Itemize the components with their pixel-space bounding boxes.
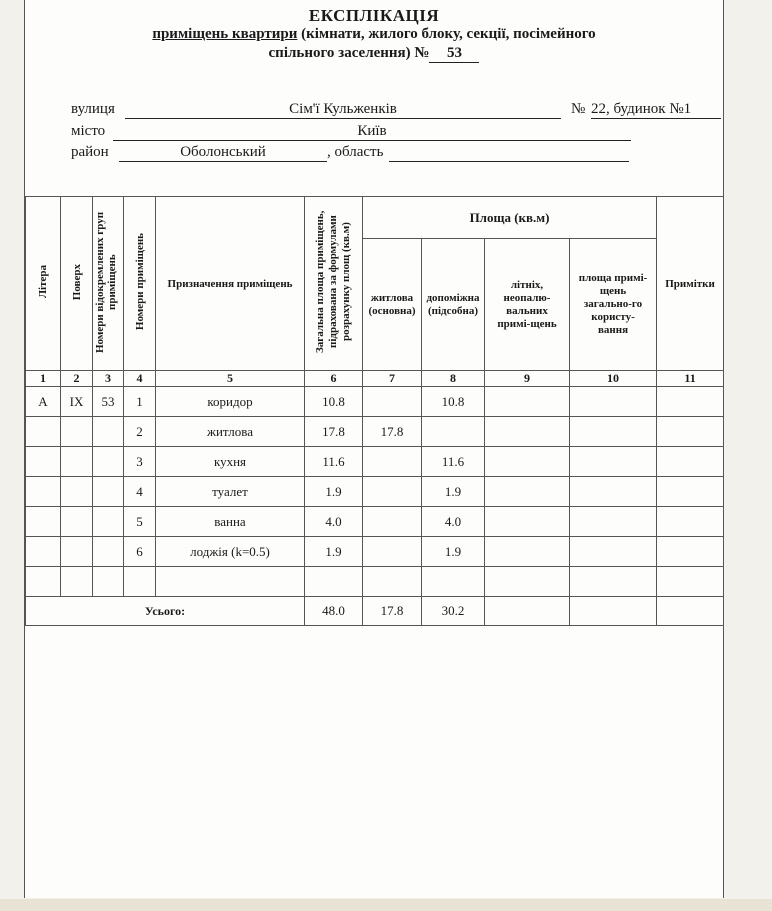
- common-area-cell: [570, 447, 657, 477]
- summer-area-cell: [485, 507, 570, 537]
- aux-area-cell: [422, 417, 485, 447]
- document-subtitle-line2: [25, 45, 723, 63]
- living-area-cell: [363, 387, 422, 417]
- common-area-cell: [570, 477, 657, 507]
- litera-cell: [26, 507, 61, 537]
- common-area-cell: [570, 387, 657, 417]
- street-label: вулиця: [71, 101, 115, 117]
- aux-area-cell: 11.6: [422, 447, 485, 477]
- region-value: [389, 144, 629, 162]
- common-area-cell: [570, 567, 657, 597]
- floor-cell: [61, 477, 93, 507]
- summer-area-cell: [485, 387, 570, 417]
- group-cell: 53: [93, 387, 124, 417]
- col-num: 1: [26, 371, 61, 387]
- apartment-number: 53: [429, 45, 479, 63]
- summer-area-cell: [485, 447, 570, 477]
- room-number-cell: 1: [124, 387, 156, 417]
- total-label: Усього:: [26, 597, 305, 626]
- city-value: Київ: [113, 123, 631, 141]
- col-header-notes: Примітки: [657, 197, 724, 371]
- col-header-common: площа примі-щень загально-го користу-вання: [570, 239, 657, 371]
- group-cell: [93, 567, 124, 597]
- table-row: [26, 387, 724, 417]
- total-notes: [657, 597, 724, 626]
- col-num: 4: [124, 371, 156, 387]
- city-label: місто: [71, 123, 106, 139]
- col-num: 7: [363, 371, 422, 387]
- notes-cell: [657, 507, 724, 537]
- common-area-cell: [570, 417, 657, 447]
- aux-area-cell: 1.9: [422, 477, 485, 507]
- aux-area-cell: 10.8: [422, 387, 485, 417]
- page-bottom-edge: [0, 899, 772, 911]
- common-area-cell: [570, 537, 657, 567]
- living-area-cell: 17.8: [363, 417, 422, 447]
- total-area-cell: 4.0: [305, 507, 363, 537]
- col-header-group-numbers: Номери відокремлених груп приміщень: [93, 197, 124, 371]
- purpose-cell: коридор: [156, 387, 305, 417]
- litera-cell: [26, 537, 61, 567]
- room-number-cell: [124, 567, 156, 597]
- document-title: ЕКСПЛІКАЦІЯ: [308, 6, 440, 25]
- group-cell: [93, 447, 124, 477]
- table-row: [26, 537, 724, 567]
- group-cell: [93, 417, 124, 447]
- living-area-cell: [363, 447, 422, 477]
- group-cell: [93, 507, 124, 537]
- total-area-cell: 10.8: [305, 387, 363, 417]
- total-area-cell: 11.6: [305, 447, 363, 477]
- notes-cell: [657, 387, 724, 417]
- col-header-auxiliary: допоміжна (підсобна): [422, 239, 485, 371]
- living-area-cell: [363, 477, 422, 507]
- document-subtitle: [25, 26, 723, 43]
- litera-cell: [26, 417, 61, 447]
- col-num: 11: [657, 371, 724, 387]
- purpose-cell: [156, 567, 305, 597]
- table-row: [26, 567, 724, 597]
- room-number-cell: 5: [124, 507, 156, 537]
- total-summer-sum: [485, 597, 570, 626]
- col-header-summer: літніх, неопалю-вальних примі-щень: [485, 239, 570, 371]
- col-num: 5: [156, 371, 305, 387]
- total-common-sum: [570, 597, 657, 626]
- col-header-living: житлова (основна): [363, 239, 422, 371]
- subtitle-line2-text: спільного заселення) №: [268, 45, 430, 61]
- floor-cell: [61, 447, 93, 477]
- total-area-sum: 48.0: [305, 597, 363, 626]
- notes-cell: [657, 417, 724, 447]
- col-num: 6: [305, 371, 363, 387]
- floor-cell: [61, 567, 93, 597]
- floor-cell: [61, 507, 93, 537]
- floor-cell: [61, 537, 93, 567]
- col-num: 8: [422, 371, 485, 387]
- subtitle-rest: (кімнати, жилого блоку, секції, посімейного: [301, 26, 596, 42]
- notes-cell: [657, 537, 724, 567]
- notes-cell: [657, 567, 724, 597]
- col-header-area-group: Площа (кв.м): [363, 197, 657, 239]
- living-area-cell: [363, 567, 422, 597]
- region-label: , область: [327, 144, 384, 160]
- col-header-floor: Поверх: [61, 197, 93, 371]
- document-sheet: [24, 0, 724, 898]
- house-value: 22, будинок №1: [591, 101, 721, 119]
- summer-area-cell: [485, 417, 570, 447]
- total-row: [26, 597, 724, 626]
- district-label: район: [71, 144, 109, 160]
- col-num: 10: [570, 371, 657, 387]
- purpose-cell: туалет: [156, 477, 305, 507]
- total-area-cell: [305, 567, 363, 597]
- district-value: Оболонський: [119, 144, 327, 162]
- purpose-cell: ванна: [156, 507, 305, 537]
- col-num: 3: [93, 371, 124, 387]
- litera-cell: А: [26, 387, 61, 417]
- common-area-cell: [570, 507, 657, 537]
- group-cell: [93, 477, 124, 507]
- col-header-room-numbers: Номери приміщень: [124, 197, 156, 371]
- living-area-cell: [363, 537, 422, 567]
- room-number-cell: 6: [124, 537, 156, 567]
- street-value: Сім'ї Кульженків: [125, 101, 561, 119]
- col-header-litera: Літера: [26, 197, 61, 371]
- litera-cell: [26, 567, 61, 597]
- total-area-cell: 1.9: [305, 477, 363, 507]
- purpose-cell: лоджія (k=0.5): [156, 537, 305, 567]
- total-area-cell: 17.8: [305, 417, 363, 447]
- floor-cell: IX: [61, 387, 93, 417]
- purpose-cell: житлова: [156, 417, 305, 447]
- litera-cell: [26, 447, 61, 477]
- notes-cell: [657, 447, 724, 477]
- summer-area-cell: [485, 537, 570, 567]
- col-header-purpose: Призначення приміщень: [156, 197, 305, 371]
- column-number-row: [26, 371, 724, 387]
- total-living-sum: 17.8: [363, 597, 422, 626]
- room-number-cell: 4: [124, 477, 156, 507]
- aux-area-cell: 1.9: [422, 537, 485, 567]
- room-number-cell: 3: [124, 447, 156, 477]
- subtitle-underlined: приміщень квартири: [152, 26, 298, 42]
- summer-area-cell: [485, 477, 570, 507]
- col-num: 2: [61, 371, 93, 387]
- summer-area-cell: [485, 567, 570, 597]
- total-area-cell: 1.9: [305, 537, 363, 567]
- col-header-total-area: Загальна площа приміщень, підрахована за формулами розрахунку площ (кв.м): [305, 197, 363, 371]
- table-row: [26, 417, 724, 447]
- living-area-cell: [363, 507, 422, 537]
- floor-cell: [61, 417, 93, 447]
- total-aux-sum: 30.2: [422, 597, 485, 626]
- col-num: 9: [485, 371, 570, 387]
- notes-cell: [657, 477, 724, 507]
- table-row: [26, 447, 724, 477]
- explication-table: [25, 196, 724, 626]
- litera-cell: [26, 477, 61, 507]
- room-number-cell: 2: [124, 417, 156, 447]
- purpose-cell: кухня: [156, 447, 305, 477]
- table-row: [26, 477, 724, 507]
- aux-area-cell: [422, 567, 485, 597]
- aux-area-cell: 4.0: [422, 507, 485, 537]
- group-cell: [93, 537, 124, 567]
- table-row: [26, 507, 724, 537]
- house-label: №: [571, 101, 586, 117]
